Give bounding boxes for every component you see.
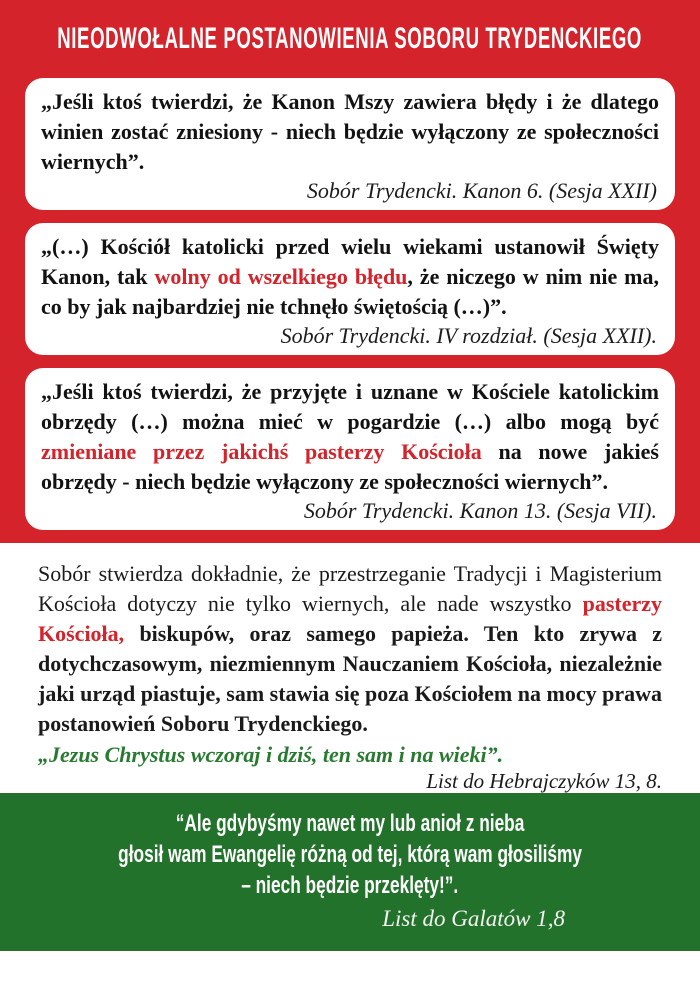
quote-text-2 [41, 232, 659, 322]
quote-1-pre: „Jeśli ktoś twierdzi, że Kanon Mszy zawiera błędy i że dlatego winien zostać zniesiony - niech będzie wyłączony ze społeczności wiernych”. [41, 89, 659, 174]
bottom-margin [0, 951, 700, 995]
quote-text-1 [41, 87, 659, 177]
footer-reference: List do Galatów 1,8 [382, 906, 565, 931]
footer-quote-line-3: – niech będzie przeklęty!”. [241, 872, 459, 899]
commentary-paragraph [38, 559, 662, 739]
quote-3-post: na nowe jakieś obrzędy - niech będzie wyłączony ze społeczności wiernych”. [41, 439, 659, 494]
quote-attribution-3: Sobór Trydencki. Kanon 13. (Sesja VII). [303, 498, 657, 523]
quote-card-2 [25, 223, 675, 355]
footer-quote-line-2: głosił wam Ewangelię różną od tej, którą wam głosiliśmy [118, 841, 582, 868]
page-title: NIEODWOŁALNE POSTANOWIENIA SOBORU TRYDENCKIEGO [57, 22, 643, 55]
green-panel [0, 793, 700, 951]
scripture-reference: List do Hebrajczyków 13, 8. [426, 769, 662, 793]
quote-3-highlight: zmieniane przez jakichś pasterzy Kościoła [41, 439, 482, 464]
footer-quote-line-1: “Ale gdybyśmy nawet my lub anioł z nieba [175, 810, 525, 837]
quote-2-highlight: wolny od wszelkiego błędu [154, 264, 408, 289]
quote-attribution-1: Sobór Trydencki. Kanon 6. (Sesja XXII) [306, 178, 657, 203]
title-band [25, 0, 675, 78]
quote-text-3 [41, 377, 659, 497]
commentary-rest: biskupów, oraz samego papieża. Ten kto zrywa z dotychczasowym, niezmiennym Nauczaniem Kościoła, niezależnie jaki urząd piastuje, sam stawia się poza Kościołem na mocy prawa postanowień Soboru Trydenckiego. [38, 621, 662, 736]
commentary-highlight: pasterzy Kościoła, [38, 591, 662, 646]
quote-2-pre: „(…) Kościół katolicki przed wielu wiekami ustanowił Święty Kanon, tak [41, 234, 659, 289]
quote-attribution-2: Sobór Trydencki. IV rozdział. (Sesja XXII). [280, 323, 657, 348]
scripture-quote: „Jezus Chrystus wczoraj i dziś, ten sam i na wieki”. [38, 742, 504, 767]
quote-3-pre: „Jeśli ktoś twierdzi, że przyjęte i uznane w Kościele katolickim obrzędy (…) można mieć w pogardzie (…) albo mogą być [41, 379, 659, 434]
commentary-section [0, 543, 700, 793]
commentary-lead: Sobór stwierdza dokładnie, że przestrzeganie Tradycji i Magisterium Kościoła dotyczy nie tylko wiernych, ale nade wszystko [38, 561, 662, 616]
quote-card-3 [25, 368, 675, 530]
quote-2-post: , że niczego w nim nie ma, co by jak najbardziej nie tchnęło świętością (…)”. [41, 264, 659, 319]
quote-card-1 [25, 78, 675, 210]
